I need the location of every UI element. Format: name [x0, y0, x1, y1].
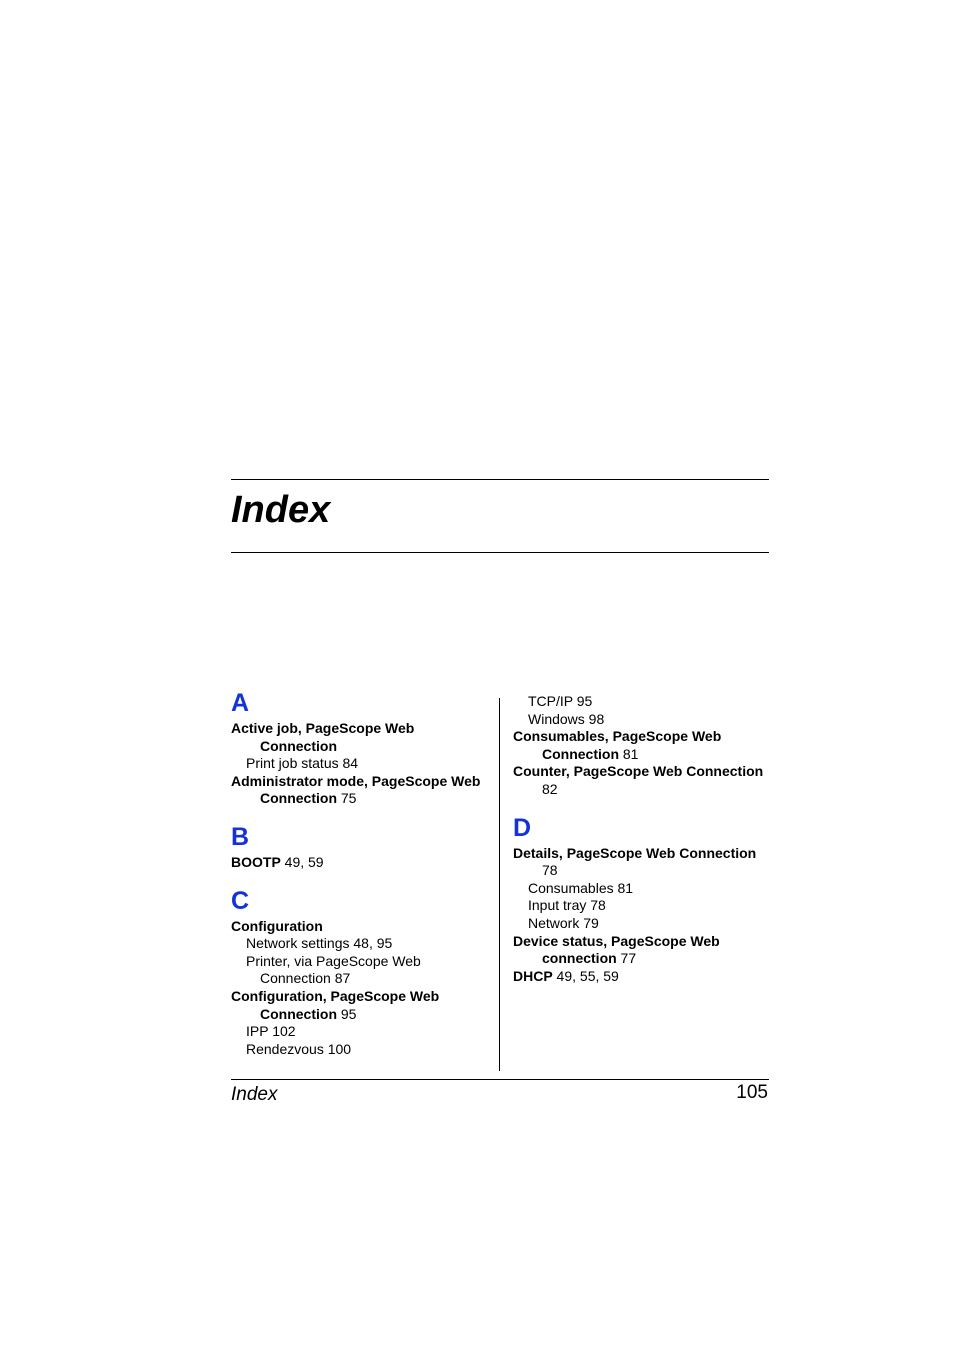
index-subentry: IPP 102: [246, 1023, 296, 1040]
index-subentry: Print job status 84: [246, 755, 359, 772]
entry-pages: 95: [337, 1005, 357, 1022]
index-entry: [513, 763, 775, 798]
index-entry: [231, 720, 493, 755]
title-bottom-rule: [231, 552, 769, 553]
index-subentry: Input tray 78: [528, 897, 606, 914]
index-subentry: TCP/IP 95: [528, 693, 593, 709]
entry-term: DHCP: [513, 967, 553, 984]
entry-term: BOOTP: [231, 853, 281, 870]
entry-term: Details, PageScope Web Connection: [513, 844, 757, 861]
index-subentry: Windows 98: [528, 710, 605, 727]
footer-rule: [231, 1079, 769, 1080]
entry-term: Counter, PageScope Web Connection: [513, 763, 764, 780]
index-subentry: Network settings 48, 95: [246, 935, 393, 952]
index-entry: [231, 918, 493, 936]
index-entry: [513, 933, 775, 968]
index-subentry: Rendezvous 100: [246, 1040, 352, 1057]
entry-pages: 81: [619, 745, 639, 762]
entry-pages: 77: [616, 950, 637, 967]
index-subentry: Printer, via PageScope Web Connection 87: [246, 952, 421, 987]
entry-pages: 49, 59: [280, 853, 324, 870]
page-title: Index: [231, 489, 331, 531]
entry-term: Configuration, PageScope Web Connection: [231, 987, 440, 1022]
section-letter-d: D: [513, 813, 532, 842]
entry-pages: 49, 55, 59: [552, 967, 619, 984]
section-letter-c: C: [231, 886, 250, 915]
page-number: 105: [736, 1082, 768, 1103]
index-entry: [231, 854, 493, 872]
section-letter-a: A: [231, 689, 250, 717]
index-left-column: [231, 688, 493, 1058]
index-entry: [513, 845, 775, 880]
entry-term: Consumables, PageScope Web Connection: [513, 728, 722, 762]
entry-pages: 75: [337, 790, 357, 807]
index-right-column: [513, 693, 775, 985]
index-entry: [231, 988, 493, 1023]
entry-term: Configuration: [231, 917, 323, 934]
entry-pages: 82: [542, 780, 558, 797]
index-entry: [513, 728, 775, 763]
section-letter-b: B: [231, 822, 250, 851]
title-top-rule: [231, 479, 769, 480]
index-entry: [231, 773, 493, 808]
entry-term: Active job, PageScope Web Connection: [231, 720, 415, 754]
index-subentry: Network 79: [528, 914, 599, 931]
entry-term: Device status, PageScope Web connection: [513, 932, 720, 967]
footer-section-title: Index: [231, 1084, 278, 1105]
index-entry: [513, 968, 775, 986]
index-subentry: Consumables 81: [528, 879, 634, 896]
entry-pages: 78: [542, 862, 558, 879]
column-divider: [499, 698, 500, 1071]
entry-term: Administrator mode, PageScope Web Connection: [231, 772, 481, 807]
